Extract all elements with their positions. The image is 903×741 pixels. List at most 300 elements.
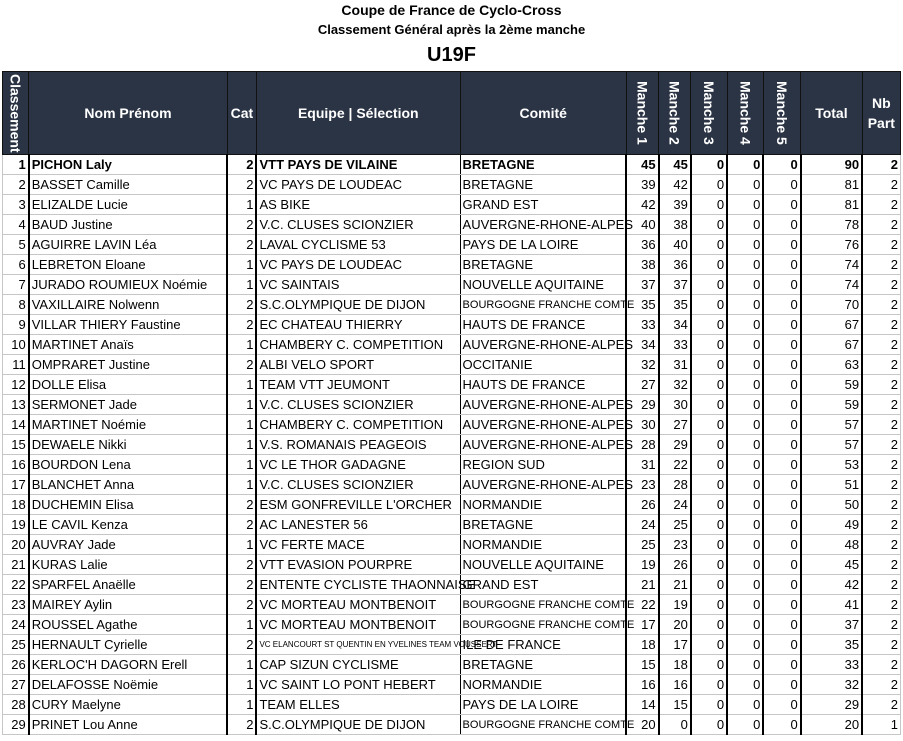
manche-1-cell: 18 — [626, 635, 658, 655]
team-cell: V.S. ROMANAIS PEAGEOIS — [256, 435, 460, 455]
cat-cell: 2 — [227, 715, 256, 735]
manche-5-cell: 0 — [763, 675, 800, 695]
comite-cell: NOUVELLE AQUITAINE — [460, 555, 626, 575]
team-cell: V.C. CLUSES SCIONZIER — [256, 215, 460, 235]
comite-cell: AUVERGNE-RHONE-ALPES — [460, 395, 626, 415]
total-cell: 76 — [801, 235, 862, 255]
total-cell: 32 — [801, 675, 862, 695]
manche-3-cell: 0 — [691, 615, 727, 635]
manche-3-cell: 0 — [691, 235, 727, 255]
cat-cell: 1 — [227, 375, 256, 395]
header-comite: Comité — [460, 72, 626, 155]
manche-3-cell: 0 — [691, 715, 727, 735]
team-cell: ESM GONFREVILLE L'ORCHER — [256, 495, 460, 515]
manche-5-cell: 0 — [763, 415, 800, 435]
manche-2-cell: 28 — [659, 475, 691, 495]
manche-1-cell: 21 — [626, 575, 658, 595]
table-row — [3, 675, 901, 695]
rank-cell: 10 — [3, 335, 29, 355]
nb-part-cell: 2 — [862, 655, 900, 675]
manche-4-cell: 0 — [727, 655, 763, 675]
team-cell: LAVAL CYCLISME 53 — [256, 235, 460, 255]
comite-cell: GRAND EST — [460, 195, 626, 215]
manche-4-cell: 0 — [727, 395, 763, 415]
header-manche-3: Manche 3 — [691, 72, 727, 155]
total-cell: 57 — [801, 415, 862, 435]
team-cell: VC PAYS DE LOUDEAC — [256, 175, 460, 195]
manche-5-cell: 0 — [763, 495, 800, 515]
team-cell: VC LE THOR GADAGNE — [256, 455, 460, 475]
cat-cell: 1 — [227, 695, 256, 715]
rank-cell: 3 — [3, 195, 29, 215]
rank-cell: 4 — [3, 215, 29, 235]
manche-3-cell: 0 — [691, 695, 727, 715]
total-cell: 74 — [801, 275, 862, 295]
nb-part-cell: 2 — [862, 335, 900, 355]
manche-3-cell: 0 — [691, 175, 727, 195]
manche-2-cell: 34 — [659, 315, 691, 335]
name-cell: LE CAVIL Kenza — [29, 515, 228, 535]
table-row — [3, 375, 901, 395]
manche-5-cell: 0 — [763, 315, 800, 335]
table-row — [3, 335, 901, 355]
manche-2-cell: 20 — [659, 615, 691, 635]
page-title: Coupe de France de Cyclo-Cross — [341, 2, 562, 18]
comite-cell: BOURGOGNE FRANCHE COMTE — [460, 295, 626, 315]
rank-cell: 27 — [3, 675, 29, 695]
manche-2-cell: 40 — [659, 235, 691, 255]
manche-4-cell: 0 — [727, 175, 763, 195]
nb-part-cell: 2 — [862, 255, 900, 275]
nb-part-cell: 2 — [862, 455, 900, 475]
manche-1-cell: 27 — [626, 375, 658, 395]
manche-2-cell: 17 — [659, 635, 691, 655]
name-cell: DOLLE Elisa — [29, 375, 228, 395]
manche-2-cell: 30 — [659, 395, 691, 415]
total-cell: 45 — [801, 555, 862, 575]
manche-5-cell: 0 — [763, 435, 800, 455]
cat-cell: 1 — [227, 455, 256, 475]
manche-5-cell: 0 — [763, 275, 800, 295]
team-cell: TEAM ELLES — [256, 695, 460, 715]
manche-3-cell: 0 — [691, 435, 727, 455]
table-row — [3, 635, 901, 655]
header-total: Total — [801, 72, 862, 155]
team-cell: CAP SIZUN CYCLISME — [256, 655, 460, 675]
total-cell: 53 — [801, 455, 862, 475]
comite-cell: AUVERGNE-RHONE-ALPES — [460, 435, 626, 455]
comite-cell: AUVERGNE-RHONE-ALPES — [460, 335, 626, 355]
manche-1-cell: 26 — [626, 495, 658, 515]
manche-4-cell: 0 — [727, 435, 763, 455]
comite-cell: NORMANDIE — [460, 495, 626, 515]
manche-1-cell: 23 — [626, 475, 658, 495]
name-cell: DUCHEMIN Elisa — [29, 495, 228, 515]
nb-part-cell: 2 — [862, 675, 900, 695]
total-cell: 81 — [801, 175, 862, 195]
cat-cell: 2 — [227, 575, 256, 595]
manche-4-cell: 0 — [727, 255, 763, 275]
manche-5-cell: 0 — [763, 595, 800, 615]
manche-3-cell: 0 — [691, 355, 727, 375]
cat-cell: 1 — [227, 335, 256, 355]
manche-2-cell: 32 — [659, 375, 691, 395]
nb-part-cell: 2 — [862, 235, 900, 255]
name-cell: VAXILLAIRE Nolwenn — [29, 295, 228, 315]
manche-3-cell: 0 — [691, 195, 727, 215]
table-row — [3, 215, 901, 235]
manche-1-cell: 38 — [626, 255, 658, 275]
manche-1-cell: 14 — [626, 695, 658, 715]
team-cell: V.C. CLUSES SCIONZIER — [256, 395, 460, 415]
total-cell: 41 — [801, 595, 862, 615]
header-manche-2: Manche 2 — [659, 72, 691, 155]
rank-cell: 24 — [3, 615, 29, 635]
manche-4-cell: 0 — [727, 595, 763, 615]
manche-2-cell: 27 — [659, 415, 691, 435]
header-manche-5: Manche 5 — [763, 72, 800, 155]
manche-1-cell: 15 — [626, 655, 658, 675]
total-cell: 20 — [801, 715, 862, 735]
manche-3-cell: 0 — [691, 655, 727, 675]
rank-cell: 5 — [3, 235, 29, 255]
manche-4-cell: 0 — [727, 575, 763, 595]
nb-part-cell: 2 — [862, 375, 900, 395]
table-row — [3, 255, 901, 275]
name-cell: JURADO ROUMIEUX Noémie — [29, 275, 228, 295]
cat-cell: 2 — [227, 315, 256, 335]
rank-cell: 15 — [3, 435, 29, 455]
header-cat: Cat — [227, 72, 256, 155]
manche-2-cell: 24 — [659, 495, 691, 515]
manche-1-cell: 37 — [626, 275, 658, 295]
cat-cell: 1 — [227, 275, 256, 295]
manche-1-cell: 36 — [626, 235, 658, 255]
name-cell: SPARFEL Anaëlle — [29, 575, 228, 595]
nb-part-cell: 2 — [862, 495, 900, 515]
rank-cell: 25 — [3, 635, 29, 655]
rank-cell: 21 — [3, 555, 29, 575]
manche-1-cell: 28 — [626, 435, 658, 455]
nb-part-cell: 2 — [862, 575, 900, 595]
rank-cell: 26 — [3, 655, 29, 675]
manche-2-cell: 19 — [659, 595, 691, 615]
nb-part-cell: 2 — [862, 415, 900, 435]
nb-part-cell: 2 — [862, 195, 900, 215]
manche-1-cell: 16 — [626, 675, 658, 695]
team-cell: VC PAYS DE LOUDEAC — [256, 255, 460, 275]
total-cell: 37 — [801, 615, 862, 635]
manche-1-cell: 42 — [626, 195, 658, 215]
rank-cell: 7 — [3, 275, 29, 295]
table-row — [3, 515, 901, 535]
manche-3-cell: 0 — [691, 255, 727, 275]
rank-cell: 11 — [3, 355, 29, 375]
rank-cell: 13 — [3, 395, 29, 415]
team-cell: VTT EVASION POURPRE — [256, 555, 460, 575]
manche-5-cell: 0 — [763, 175, 800, 195]
manche-5-cell: 0 — [763, 515, 800, 535]
manche-3-cell: 0 — [691, 675, 727, 695]
team-cell: CHAMBERY C. COMPETITION — [256, 335, 460, 355]
manche-4-cell: 0 — [727, 715, 763, 735]
comite-cell: AUVERGNE-RHONE-ALPES — [460, 475, 626, 495]
manche-4-cell: 0 — [727, 535, 763, 555]
manche-4-cell: 0 — [727, 495, 763, 515]
total-cell: 57 — [801, 435, 862, 455]
table-row — [3, 655, 901, 675]
manche-1-cell: 22 — [626, 595, 658, 615]
table-row — [3, 155, 901, 175]
name-cell: BOURDON Lena — [29, 455, 228, 475]
table-row — [3, 495, 901, 515]
rank-cell: 9 — [3, 315, 29, 335]
name-cell: DELAFOSSE Noëmie — [29, 675, 228, 695]
manche-4-cell: 0 — [727, 475, 763, 495]
cat-cell: 1 — [227, 255, 256, 275]
comite-cell: AUVERGNE-RHONE-ALPES — [460, 415, 626, 435]
manche-5-cell: 0 — [763, 255, 800, 275]
manche-1-cell: 17 — [626, 615, 658, 635]
table-row — [3, 235, 901, 255]
table-row — [3, 455, 901, 475]
total-cell: 49 — [801, 515, 862, 535]
rank-cell: 2 — [3, 175, 29, 195]
nb-part-cell: 2 — [862, 395, 900, 415]
nb-part-cell: 2 — [862, 635, 900, 655]
team-cell: AS BIKE — [256, 195, 460, 215]
manche-1-cell: 35 — [626, 295, 658, 315]
cat-cell: 2 — [227, 595, 256, 615]
table-row — [3, 355, 901, 375]
cat-cell: 2 — [227, 295, 256, 315]
rank-cell: 19 — [3, 515, 29, 535]
manche-4-cell: 0 — [727, 335, 763, 355]
comite-cell: BRETAGNE — [460, 515, 626, 535]
nb-part-cell: 2 — [862, 155, 900, 175]
manche-5-cell: 0 — [763, 655, 800, 675]
table-row — [3, 555, 901, 575]
manche-2-cell: 21 — [659, 575, 691, 595]
name-cell: ELIZALDE Lucie — [29, 195, 228, 215]
name-cell: MAIREY Aylin — [29, 595, 228, 615]
manche-2-cell: 33 — [659, 335, 691, 355]
cat-cell: 2 — [227, 635, 256, 655]
manche-5-cell: 0 — [763, 555, 800, 575]
manche-2-cell: 26 — [659, 555, 691, 575]
team-cell: CHAMBERY C. COMPETITION — [256, 415, 460, 435]
cat-cell: 1 — [227, 395, 256, 415]
nb-part-cell: 2 — [862, 295, 900, 315]
manche-4-cell: 0 — [727, 315, 763, 335]
total-cell: 33 — [801, 655, 862, 675]
manche-5-cell: 0 — [763, 615, 800, 635]
page-subtitle: Classement Général après la 2ème manche — [317, 22, 586, 37]
rank-cell: 16 — [3, 455, 29, 475]
nb-part-cell: 2 — [862, 175, 900, 195]
manche-5-cell: 0 — [763, 195, 800, 215]
comite-cell: OCCITANIE — [460, 355, 626, 375]
nb-part-cell: 1 — [862, 715, 900, 735]
name-cell: HERNAULT Cyrielle — [29, 635, 228, 655]
table-row — [3, 695, 901, 715]
table-row — [3, 615, 901, 635]
manche-4-cell: 0 — [727, 615, 763, 635]
manche-1-cell: 33 — [626, 315, 658, 335]
manche-2-cell: 0 — [659, 715, 691, 735]
manche-1-cell: 40 — [626, 215, 658, 235]
name-cell: ROUSSEL Agathe — [29, 615, 228, 635]
total-cell: 67 — [801, 335, 862, 355]
manche-5-cell: 0 — [763, 695, 800, 715]
team-cell: VC SAINTAIS — [256, 275, 460, 295]
team-cell: VC MORTEAU MONTBENOIT — [256, 595, 460, 615]
rank-cell: 29 — [3, 715, 29, 735]
manche-4-cell: 0 — [727, 235, 763, 255]
header-manche-1: Manche 1 — [626, 72, 658, 155]
total-cell: 59 — [801, 395, 862, 415]
header-manche-4: Manche 4 — [727, 72, 763, 155]
team-cell: VC FERTE MACE — [256, 535, 460, 555]
manche-2-cell: 23 — [659, 535, 691, 555]
manche-3-cell: 0 — [691, 275, 727, 295]
manche-3-cell: 0 — [691, 575, 727, 595]
table-row — [3, 535, 901, 555]
manche-2-cell: 36 — [659, 255, 691, 275]
rank-cell: 18 — [3, 495, 29, 515]
manche-3-cell: 0 — [691, 375, 727, 395]
name-cell: VILLAR THIERY Faustine — [29, 315, 228, 335]
manche-1-cell: 45 — [626, 155, 658, 175]
name-cell: DEWAELE Nikki — [29, 435, 228, 455]
manche-2-cell: 18 — [659, 655, 691, 675]
header-team: Equipe | Sélection — [256, 72, 460, 155]
name-cell: SERMONET Jade — [29, 395, 228, 415]
ranking-table — [2, 71, 901, 735]
total-cell: 74 — [801, 255, 862, 275]
name-cell: AGUIRRE LAVIN Léa — [29, 235, 228, 255]
nb-part-cell: 2 — [862, 275, 900, 295]
cat-cell: 2 — [227, 355, 256, 375]
cat-cell: 1 — [227, 535, 256, 555]
comite-cell: REGION SUD — [460, 455, 626, 475]
name-cell: BAUD Justine — [29, 215, 228, 235]
manche-3-cell: 0 — [691, 295, 727, 315]
nb-part-cell: 2 — [862, 615, 900, 635]
manche-5-cell: 0 — [763, 475, 800, 495]
rank-cell: 1 — [3, 155, 29, 175]
table-row — [3, 415, 901, 435]
manche-4-cell: 0 — [727, 675, 763, 695]
manche-4-cell: 0 — [727, 555, 763, 575]
total-cell: 70 — [801, 295, 862, 315]
manche-5-cell: 0 — [763, 335, 800, 355]
comite-cell: BOURGOGNE FRANCHE COMTE — [460, 715, 626, 735]
manche-5-cell: 0 — [763, 635, 800, 655]
manche-4-cell: 0 — [727, 275, 763, 295]
rank-cell: 20 — [3, 535, 29, 555]
nb-part-cell: 2 — [862, 695, 900, 715]
comite-cell: GRAND EST — [460, 575, 626, 595]
total-cell: 63 — [801, 355, 862, 375]
total-cell: 42 — [801, 575, 862, 595]
cat-cell: 2 — [227, 515, 256, 535]
manche-5-cell: 0 — [763, 535, 800, 555]
team-cell: V.C. CLUSES SCIONZIER — [256, 475, 460, 495]
manche-4-cell: 0 — [727, 195, 763, 215]
table-row — [3, 295, 901, 315]
table-row — [3, 715, 901, 735]
comite-cell: BRETAGNE — [460, 655, 626, 675]
manche-1-cell: 29 — [626, 395, 658, 415]
comite-cell: AUVERGNE-RHONE-ALPES — [460, 215, 626, 235]
manche-2-cell: 45 — [659, 155, 691, 175]
rank-cell: 17 — [3, 475, 29, 495]
comite-cell: PAYS DE LA LOIRE — [460, 695, 626, 715]
manche-5-cell: 0 — [763, 715, 800, 735]
total-cell: 51 — [801, 475, 862, 495]
header-rank: Classement — [3, 72, 29, 155]
team-cell: ENTENTE CYCLISTE THAONNAISE — [256, 575, 460, 595]
nb-part-cell: 2 — [862, 515, 900, 535]
name-cell: PRINET Lou Anne — [29, 715, 228, 735]
manche-5-cell: 0 — [763, 395, 800, 415]
comite-cell: NOUVELLE AQUITAINE — [460, 275, 626, 295]
manche-3-cell: 0 — [691, 555, 727, 575]
nb-part-cell: 2 — [862, 555, 900, 575]
manche-4-cell: 0 — [727, 455, 763, 475]
nb-part-cell: 2 — [862, 355, 900, 375]
rank-cell: 12 — [3, 375, 29, 395]
table-row — [3, 195, 901, 215]
cat-cell: 2 — [227, 235, 256, 255]
manche-4-cell: 0 — [727, 155, 763, 175]
name-cell: OMPRARET Justine — [29, 355, 228, 375]
table-row — [3, 575, 901, 595]
name-cell: LEBRETON Eloane — [29, 255, 228, 275]
manche-5-cell: 0 — [763, 235, 800, 255]
manche-3-cell: 0 — [691, 495, 727, 515]
manche-3-cell: 0 — [691, 475, 727, 495]
team-cell: VC SAINT LO PONT HEBERT — [256, 675, 460, 695]
name-cell: MARTINET Noémie — [29, 415, 228, 435]
cat-cell: 1 — [227, 615, 256, 635]
rank-cell: 22 — [3, 575, 29, 595]
team-cell: S.C.OLYMPIQUE DE DIJON — [256, 715, 460, 735]
manche-2-cell: 22 — [659, 455, 691, 475]
manche-5-cell: 0 — [763, 155, 800, 175]
comite-cell: BRETAGNE — [460, 175, 626, 195]
name-cell: BASSET Camille — [29, 175, 228, 195]
manche-4-cell: 0 — [727, 515, 763, 535]
team-cell: TEAM VTT JEUMONT — [256, 375, 460, 395]
rank-cell: 6 — [3, 255, 29, 275]
manche-2-cell: 37 — [659, 275, 691, 295]
header-row — [3, 72, 901, 155]
team-cell: ALBI VELO SPORT — [256, 355, 460, 375]
cat-cell: 2 — [227, 215, 256, 235]
header-nb-part: Nb Part — [862, 72, 900, 155]
manche-1-cell: 32 — [626, 355, 658, 375]
name-cell: KERLOC'H DAGORN Erell — [29, 655, 228, 675]
nb-part-cell: 2 — [862, 595, 900, 615]
team-cell: EC CHATEAU THIERRY — [256, 315, 460, 335]
comite-cell: HAUTS DE FRANCE — [460, 375, 626, 395]
manche-4-cell: 0 — [727, 215, 763, 235]
cat-cell: 2 — [227, 495, 256, 515]
manche-2-cell: 42 — [659, 175, 691, 195]
manche-3-cell: 0 — [691, 455, 727, 475]
